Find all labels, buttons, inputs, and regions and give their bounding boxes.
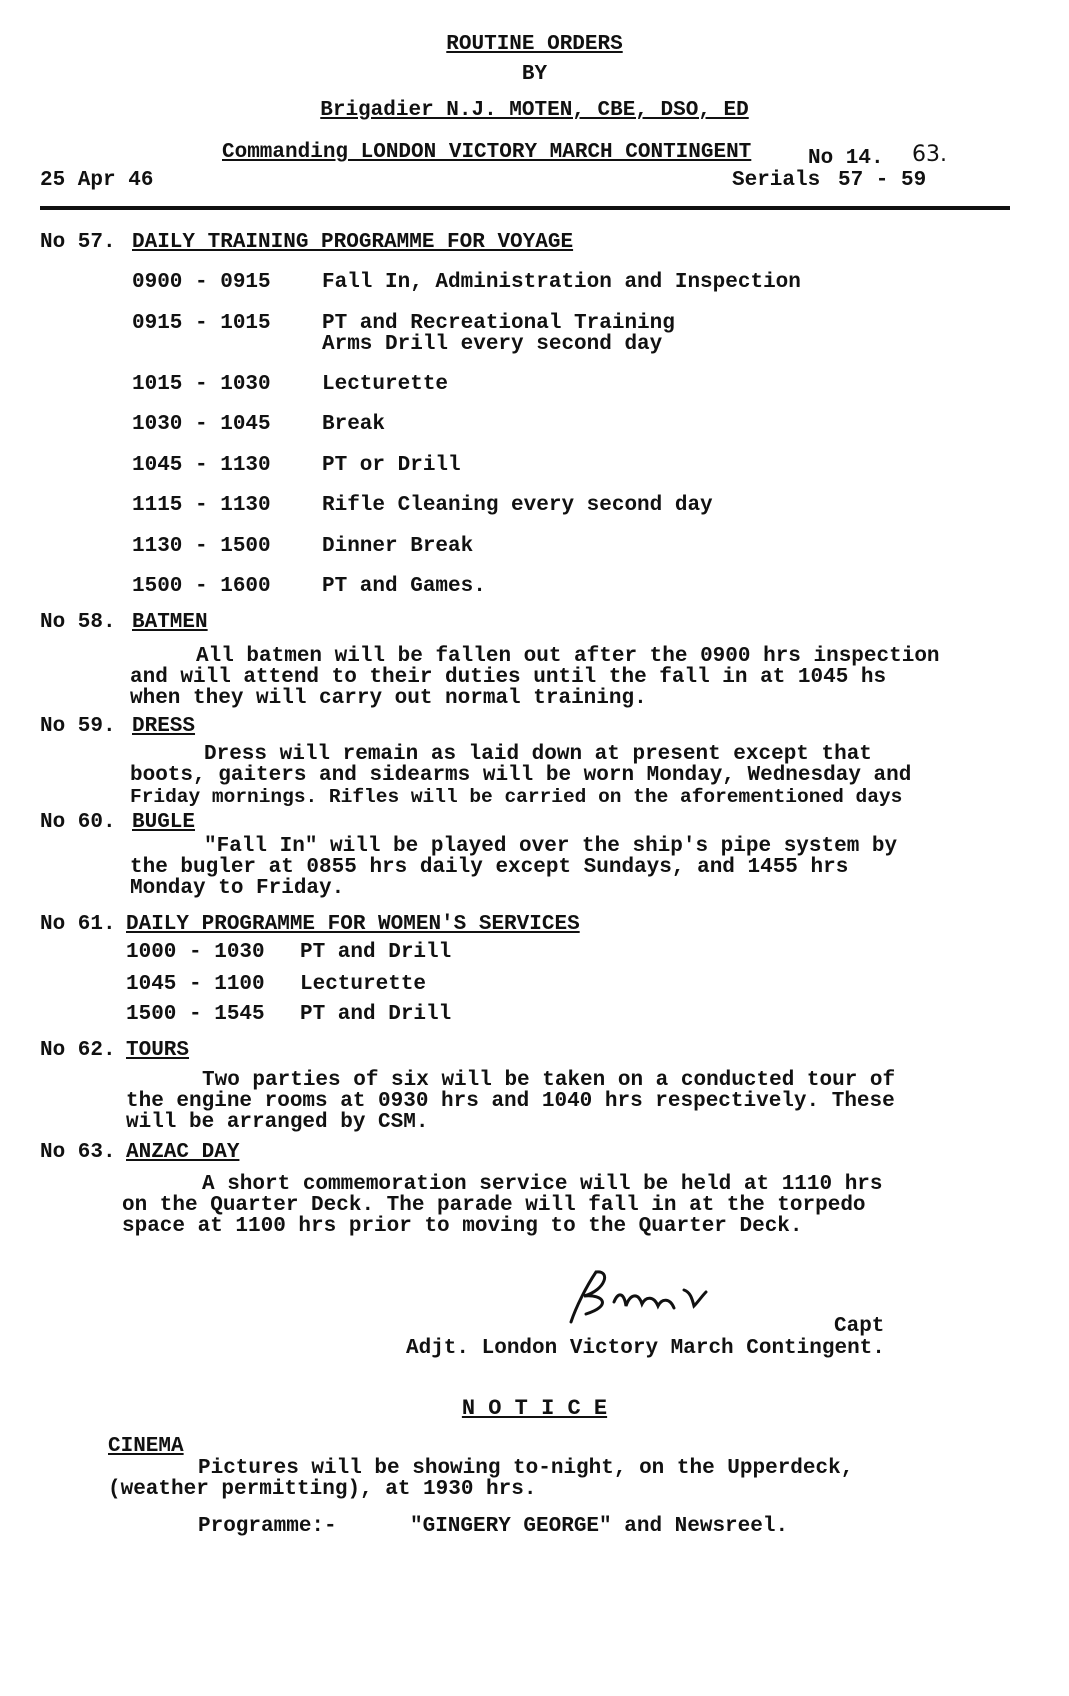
order-57-heading: DAILY TRAINING PROGRAMME FOR VOYAGE — [132, 231, 574, 254]
order-58-heading: BATMEN — [132, 611, 208, 634]
order-60-text-line: the bugler at 0855 hrs daily except Sundays, and 1455 hrs — [130, 856, 849, 879]
signature-rank: Capt — [834, 1315, 885, 1338]
schedule-activity: Break — [322, 413, 386, 436]
schedule-activity: Lecturette — [300, 973, 427, 996]
order-58-text-line: when they will carry out normal training. — [130, 687, 647, 710]
schedule-time: 1045 - 1130 — [132, 454, 271, 477]
order-58-text-line: All batmen will be fallen out after the 0900 hrs inspection — [196, 645, 940, 668]
schedule-time: 1500 - 1545 — [126, 1003, 265, 1026]
order-59-text-line: Dress will remain as laid down at present except that — [204, 743, 872, 766]
order-62-heading: TOURS — [126, 1039, 190, 1062]
schedule-time: 0915 - 1015 — [132, 312, 271, 335]
order-62-text-line: the engine rooms at 0930 hrs and 1040 hrs respectively. These — [126, 1090, 895, 1113]
schedule-activity: PT and Drill — [300, 941, 452, 964]
signature-appointment: Adjt. London Victory March Contingent. — [406, 1337, 885, 1360]
notice-text-line: (weather permitting), at 1930 hrs. — [108, 1478, 537, 1501]
header-rule — [40, 206, 1010, 210]
order-58-number: No 58. — [40, 611, 116, 634]
order-62-text-line: Two parties of six will be taken on a conducted tour of — [202, 1069, 896, 1092]
schedule-time: 1000 - 1030 — [126, 941, 265, 964]
order-63-text-line: on the Quarter Deck. The parade will fall in at the torpedo — [122, 1194, 866, 1217]
serials-value: 57 - 59 — [838, 169, 927, 192]
schedule-time: 1015 - 1030 — [132, 373, 271, 396]
signature-scrawl — [566, 1262, 726, 1332]
order-60-number: No 60. — [40, 811, 116, 834]
programme-value: "GINGERY GEORGE" and Newsreel. — [410, 1515, 789, 1538]
document-title: ROUTINE ORDERS — [446, 33, 623, 56]
order-59-text-line: Friday mornings. Rifles will be carried on the aforementioned days — [130, 786, 903, 808]
order-number-handwritten: 63. — [912, 142, 947, 167]
order-58-text-line: and will attend to their duties until the fall in at 1045 hs — [130, 666, 887, 689]
order-63-number: No 63. — [40, 1141, 116, 1164]
schedule-activity: Fall In, Administration and Inspection — [322, 271, 801, 294]
order-63-text-line: A short commemoration service will be held at 1110 hrs — [202, 1173, 883, 1196]
schedule-activity: PT and Games. — [322, 575, 486, 598]
order-63-heading: ANZAC DAY — [126, 1141, 240, 1164]
order-62-text-line: will be arranged by CSM. — [126, 1111, 429, 1134]
order-59-number: No 59. — [40, 715, 116, 738]
schedule-time: 1115 - 1130 — [132, 494, 271, 517]
order-61-number: No 61. — [40, 913, 116, 936]
schedule-activity: PT or Drill — [322, 454, 461, 477]
schedule-time: 1130 - 1500 — [132, 535, 271, 558]
schedule-activity-note: Arms Drill every second day — [322, 333, 663, 356]
order-60-heading: BUGLE — [132, 811, 196, 834]
schedule-activity: Dinner Break — [322, 535, 474, 558]
schedule-time: 1045 - 1100 — [126, 973, 265, 996]
notice-title: N O T I C E — [461, 1396, 608, 1421]
command-title: Commanding LONDON VICTORY MARCH CONTINGENT — [222, 141, 752, 164]
serials-label: Serials — [732, 169, 821, 192]
programme-label: Programme:- — [198, 1515, 337, 1538]
order-59-text-line: boots, gaiters and sidearms will be worn Monday, Wednesday and — [130, 764, 912, 787]
by-line: BY — [521, 63, 548, 86]
order-59-heading: DRESS — [132, 715, 196, 738]
schedule-time: 1500 - 1600 — [132, 575, 271, 598]
order-60-text-line: Monday to Friday. — [130, 877, 345, 900]
order-63-text-line: space at 1100 hrs prior to moving to the Quarter Deck. — [122, 1215, 803, 1238]
order-61-heading: DAILY PROGRAMME FOR WOMEN'S SERVICES — [126, 913, 580, 936]
schedule-time: 1030 - 1045 — [132, 413, 271, 436]
notice-heading: CINEMA — [108, 1435, 184, 1458]
schedule-activity: Rifle Cleaning every second day — [322, 494, 713, 517]
notice-text-line: Pictures will be showing to-night, on the Upperdeck, — [198, 1457, 854, 1480]
schedule-activity: PT and Recreational Training — [322, 312, 675, 335]
schedule-activity: Lecturette — [322, 373, 449, 396]
schedule-time: 0900 - 0915 — [132, 271, 271, 294]
order-62-number: No 62. — [40, 1039, 116, 1062]
order-number: No 14. — [808, 147, 884, 170]
order-57-number: No 57. — [40, 231, 116, 254]
commander-name: Brigadier N.J. MOTEN, CBE, DSO, ED — [320, 99, 749, 122]
document-date: 25 Apr 46 — [40, 169, 154, 192]
schedule-activity: PT and Drill — [300, 1003, 452, 1026]
order-60-text-line: "Fall In" will be played over the ship's pipe system by — [204, 835, 898, 858]
